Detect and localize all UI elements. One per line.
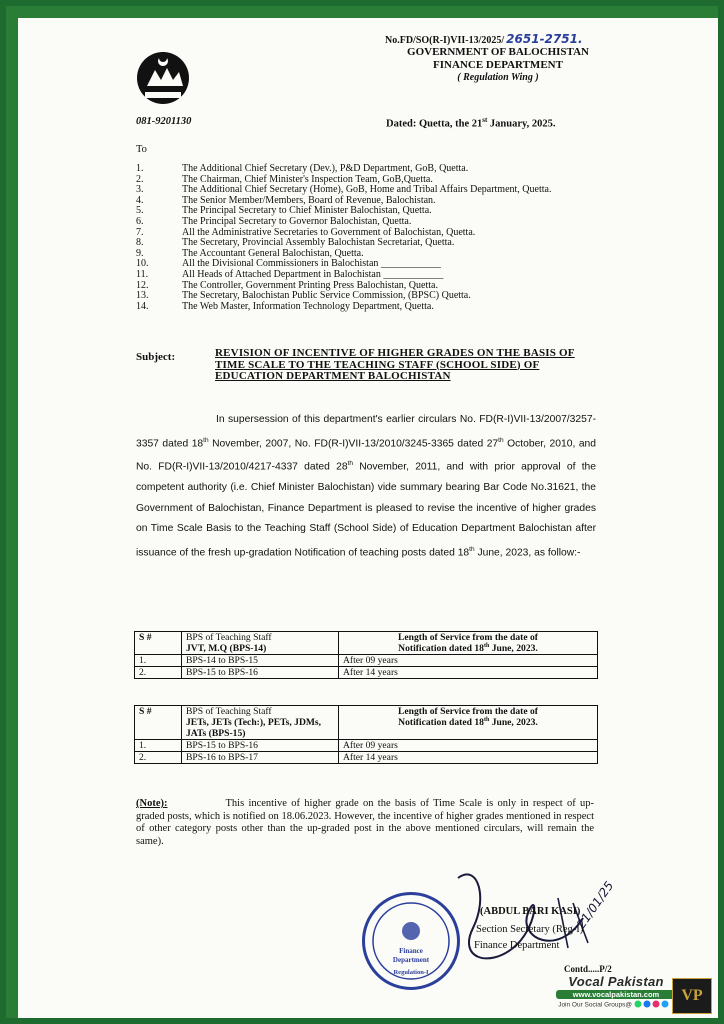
recipient-text: The Senior Member/Members, Board of Revenue, Balochistan.	[182, 194, 436, 206]
signatory-department: Finance Department	[474, 940, 560, 951]
table-row	[135, 667, 598, 679]
note-label: (Note):	[136, 798, 168, 809]
recipient-number: 7.	[136, 226, 144, 238]
subject-text: REVISION OF INCENTIVE OF HIGHER GRADES ON THE BASIS OF TIME SCALE TO THE TEACHING STAFF (SCHOOL SIDE) OF EDUCATION DEPARTMENT BALOCHISTAN	[215, 347, 575, 382]
brand-name: Vocal Pakistan	[568, 974, 664, 989]
table-cell-length: After 09 years	[339, 655, 598, 667]
recipient-text: The Additional Chief Secretary (Home), GoB, Home and Tribal Affairs Department, Quetta.	[182, 184, 552, 196]
recipient-number: 2.	[136, 173, 144, 185]
signatory-designation: Section Secretary (Reg-I)	[476, 924, 584, 935]
official-stamp	[362, 892, 460, 990]
recipient-item	[136, 302, 656, 313]
recipient-number: 13.	[136, 290, 149, 302]
table-header-sno: S #	[135, 632, 182, 655]
social-icons	[634, 1000, 674, 1010]
recipient-number: 1.	[136, 163, 144, 174]
recipient-number: 10.	[136, 258, 149, 270]
table-row	[135, 740, 598, 752]
subject-label: Subject:	[136, 351, 176, 363]
recipient-number: 5.	[136, 205, 144, 217]
brand-logo-text: VP	[681, 987, 703, 1004]
table-jvt	[134, 631, 598, 679]
handwritten-dispatch-number: 2651-2751.	[506, 32, 583, 46]
stamp-text-office: Finance	[399, 947, 423, 955]
table-cell-length: After 14 years	[339, 667, 598, 679]
continuation-note: Contd.....P/2	[564, 964, 612, 974]
recipient-text: The Chairman, Chief Minister's Inspection Team, GoB,Quetta.	[182, 173, 433, 185]
recipient-text: The Secretary, Provincial Assembly Balochistan Secretariat, Quetta.	[182, 237, 455, 249]
recipient-number: 6.	[136, 215, 144, 227]
table-header-bps: BPS of Teaching Staff JVT, M.Q (BPS-14)	[182, 632, 339, 655]
table-row	[135, 752, 598, 764]
wing-title: ( Regulation Wing )	[457, 72, 539, 83]
stamp-text-wing: Regulation-I	[393, 969, 429, 976]
note-paragraph: (Note): This incentive of higher grade on the basis of Time Scale is only in respect of up-graded posts, which is notified on 18.06.2023. However, the incentive of higher grades mentioned in respect of other category posts other than the up-graded post in the above mentioned circulars, will remain the same).	[136, 798, 594, 847]
to-label: To	[136, 144, 147, 155]
brand-social-line: Join Our Social Groups@	[556, 1000, 676, 1010]
recipient-list	[136, 164, 656, 312]
recipient-text: All Heads of Attached Department in Balochistan ____________	[182, 268, 444, 280]
recipient-text: All the Divisional Commissioners in Balochistan ____________	[182, 258, 441, 270]
phone-number: 081-9201130	[136, 116, 192, 127]
recipient-text: The Principal Secretary to Governor Balochistan, Quetta.	[182, 215, 412, 227]
table-header-length: Length of Service from the date of Notification dated 18th June, 2023.	[339, 706, 598, 740]
table-cell-sno: 2.	[135, 667, 182, 679]
recipient-number: 9.	[136, 247, 144, 259]
recipient-number: 11.	[136, 268, 149, 280]
recipient-text: The Web Master, Information Technology Department, Quetta.	[182, 300, 434, 312]
table-cell-bps: BPS-14 to BPS-15	[182, 655, 339, 667]
reference-number: No.FD/SO(R-I)VII-13/2025/ 2651-2751.	[385, 32, 583, 46]
recipient-text: The Controller, Government Printing Press Balochistan, Quetta.	[182, 279, 438, 291]
recipient-number: 14.	[136, 300, 149, 312]
body-paragraph: In supersession of this department's earlier circulars No. FD(R-I)VII-13/2007/3257-3357 dated 18th November, 2007, No. FD(R-I)VII-13/2010/3245-3365 dated 27th October, 2010, and No. FD(R-I)VII-13/2010/4217-4337 dated 28th November, 2011, and with prior approval of the competent authority (i.e. Chief Minister Balochistan) vide summary bearing Bar Code No.31621, the Government of Balochistan, Finance Department is pleased to revise the incentive of higher grades on Time Scale Basis to the Teaching Staff (School Side) of Education Department Balochistan after issuance of the fresh up-gradation Notification of teaching posts dated 18th June, 2023, as follow:-	[136, 414, 597, 559]
recipient-number: 3.	[136, 184, 144, 196]
table-row	[135, 655, 598, 667]
table-cell-sno: 2.	[135, 752, 182, 764]
table-cell-bps: BPS-15 to BPS-16	[182, 740, 339, 752]
recipient-item	[136, 270, 656, 281]
recipient-text: All the Administrative Secretaries to Government of Balochistan, Quetta.	[182, 226, 476, 238]
recipient-text: The Principal Secretary to Chief Minister Balochistan, Quetta.	[182, 205, 432, 217]
department-title: FINANCE DEPARTMENT	[433, 59, 563, 71]
date-line: Dated: Quetta, the 21st January, 2025.	[386, 116, 556, 130]
table-cell-sno: 1.	[135, 655, 182, 667]
signatory-name: (ABDUL BARI KASI)	[480, 906, 581, 917]
brand-logo-badge	[672, 978, 712, 1014]
stamp-text-dept: Department	[392, 956, 430, 964]
table-cell-bps: BPS-16 to BPS-17	[182, 752, 339, 764]
recipient-item	[136, 164, 656, 175]
recipient-item	[136, 217, 656, 228]
government-title: GOVERNMENT OF BALOCHISTAN	[407, 46, 589, 58]
brand-url: www.vocalpakistan.com	[556, 990, 676, 999]
recipient-number: 4.	[136, 194, 144, 206]
document-page	[18, 18, 718, 1018]
recipient-number: 12.	[136, 279, 149, 291]
table-cell-length: After 09 years	[339, 740, 598, 752]
table-header-length: Length of Service from the date of Notification dated 18th June, 2023.	[339, 632, 598, 655]
watermark-brand	[556, 974, 676, 1010]
table-cell-bps: BPS-15 to BPS-16	[182, 667, 339, 679]
handwritten-signature-date: 21/01/25	[574, 878, 617, 932]
table-header-bps: BPS of Teaching Staff JETs, JETs (Tech:), PETs, JDMs, JATs (BPS-15)	[182, 706, 339, 740]
table-header-sno: S #	[135, 706, 182, 740]
recipient-text: The Secretary, Balochistan Public Service Commission, (BPSC) Quetta.	[182, 290, 471, 302]
document-frame	[6, 6, 718, 1018]
recipient-text: The Accountant General Balochistan, Quetta.	[182, 247, 364, 259]
table-cell-sno: 1.	[135, 740, 182, 752]
balochistan-emblem-logo	[133, 46, 193, 106]
table-cell-length: After 14 years	[339, 752, 598, 764]
recipient-text: The Additional Chief Secretary (Dev.), P&D Department, GoB, Quetta.	[182, 163, 469, 174]
table-jet	[134, 705, 598, 764]
recipient-number: 8.	[136, 237, 144, 249]
